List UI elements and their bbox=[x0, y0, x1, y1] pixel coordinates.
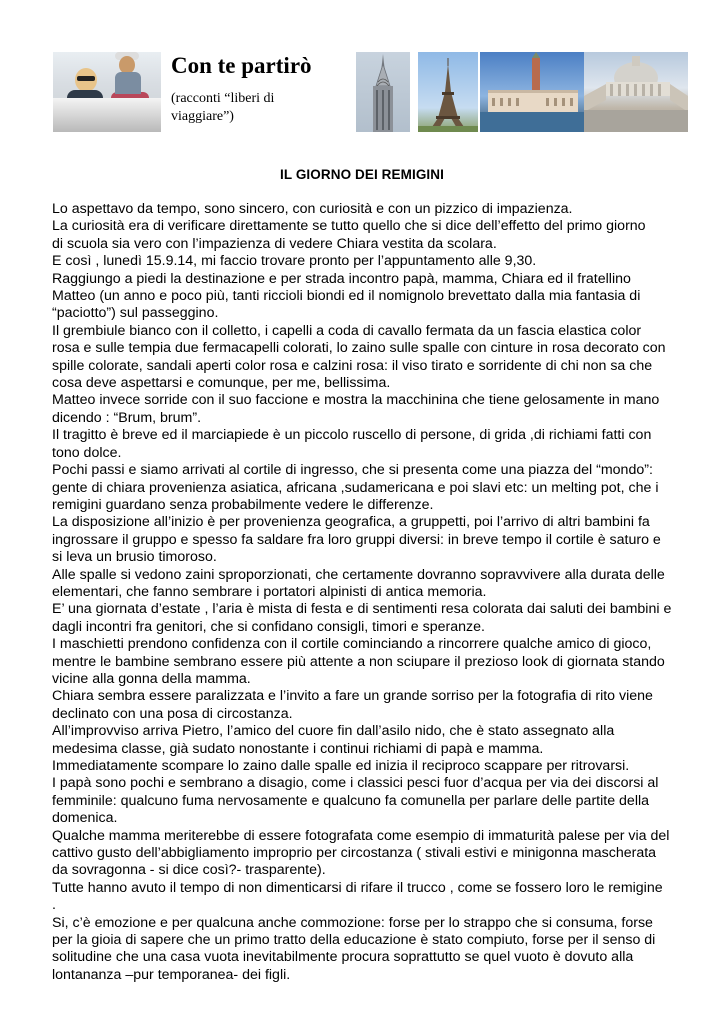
page-header bbox=[0, 0, 724, 140]
text-line: Il tragitto è breve ed il marciapiede è un piccolo ruscello di persone, di grida ,di richiami fatti con bbox=[52, 427, 652, 444]
text-line: Matteo invece sorride con il suo faccione e mostra la macchinina che tiene gelosamente in mano bbox=[52, 392, 660, 409]
text-line: declinato con una posa di circostanza. bbox=[52, 705, 293, 722]
text-line: per la gioia di sapere che un primo tratto della educazione è stato compiuto, forse per il senso di bbox=[52, 932, 656, 949]
text-line: spille colorate, sandali aperti color rosa e calzini rosa: il viso tirato e sorridente di chi non sa che bbox=[52, 357, 653, 374]
text-line: medesima classe, già sudato nonostante i continui richiami di papà e mamma. bbox=[52, 740, 544, 757]
text-line: Matteo (un anno e poco più, tanti riccioli biondi ed il nomignolo brevettato dalla mia fantasia di bbox=[52, 288, 641, 305]
text-line: Tutte hanno avuto il tempo di non dimenticarsi di rifare il trucco , come se fossero loro le remigine bbox=[52, 879, 663, 896]
text-line: I papà sono pochi e sembrano a disagio, come i classici pesci fuor d’acqua per via dei discorsi al bbox=[52, 775, 659, 792]
sunglasses bbox=[77, 76, 95, 81]
text-line: . bbox=[52, 897, 56, 914]
article-heading bbox=[0, 167, 724, 182]
text-line: solitudine che una casa vuota inevitabilmente procura soprattutto se quel vuoto è dovuto alla bbox=[52, 949, 634, 966]
text-line: lontananza –pur temporanea- dei figli. bbox=[52, 966, 291, 983]
eiffel-tower-drawing bbox=[418, 52, 478, 132]
text-line: E così , lunedì 15.9.14, mi faccio trovare pronto per l’appuntamento alle 9,30. bbox=[52, 253, 537, 270]
eiffel-tower-photo bbox=[418, 52, 478, 132]
text-line: Pochi passi e siamo arrivati al cortile di ingresso, che si presenta come una piazza del “mondo”: bbox=[52, 462, 653, 479]
text-line: femminile: qualcuno fuma nervosamente e qualcuno fa comunella per parlare delle partite della bbox=[52, 792, 650, 809]
venice-drawing bbox=[480, 52, 584, 132]
text-line: All’improvviso arriva Pietro, l’amico del cuore fin dall’asilo nido, che è stato assegnato alla bbox=[52, 723, 615, 740]
text-line: da sovragonna - si dice così?- trasparente). bbox=[52, 862, 326, 879]
text-line: dicendo : “Brum, brum”. bbox=[52, 409, 202, 426]
text-line: Chiara sembra essere paralizzata e l’invito a fare un grande sorriso per la fotografia di rito viene bbox=[52, 688, 653, 705]
text-line: gente di chiara provenienza asiatica, africana ,sudamericana e poi slavi etc: un melting pot, che i bbox=[52, 479, 659, 496]
chrysler-building-photo bbox=[356, 52, 410, 132]
text-line: Il grembiule bianco con il colletto, i capelli a coda di cavallo fermata da un fascia elastica color bbox=[52, 322, 642, 339]
text-line: E’ una giornata d’estate , l’aria è mista di festa e di sentimenti resa colorata dai saluti dei bambini e bbox=[52, 601, 672, 618]
venice-photo bbox=[480, 52, 584, 132]
text-line: La curiosità era di verificare direttamente se tutto quello che si dice dell’effetto del primo giorno bbox=[52, 218, 646, 235]
article-body bbox=[52, 201, 692, 984]
article-heading-text: IL GIORNO DEI REMIGINI bbox=[280, 167, 444, 182]
text-line: Alle spalle si vedono zaini sproporzionati, che certamente dovranno sopravvivere alla durata delle bbox=[52, 566, 665, 583]
text-line: Qualche mamma meriterebbe di essere fotografata come esempio di immaturità palese per via del bbox=[52, 827, 670, 844]
text-line: rosa e sulle tempia due fermacapelli colorati, lo zaino sulle spalle con cinture in rosa decorato con bbox=[52, 340, 666, 357]
text-line: “paciotto”) sul passeggino. bbox=[52, 305, 219, 322]
text-line: si leva un brusio timoroso. bbox=[52, 549, 217, 566]
naples-square-photo bbox=[584, 52, 688, 132]
text-line: domenica. bbox=[52, 810, 118, 827]
text-line: Lo aspettavo da tempo, sono sincero, con curiosità e con un pizzico di impazienza. bbox=[52, 201, 573, 217]
text-line: elementari, che fanno sembrare i portatori alpinisti di antica memoria. bbox=[52, 583, 487, 600]
text-line: di scuola sia vero con l’impazienza di vedere Chiara vestita da scolara. bbox=[52, 235, 497, 252]
text-line: cosa deve aspettarsi e comunque, per me, bellissima. bbox=[52, 375, 391, 392]
naples-drawing bbox=[584, 52, 688, 132]
car-photo bbox=[53, 52, 161, 132]
text-line: Si, c’è emozione e per qualcuna anche commozione: forse per lo strappo che si consuma, forse bbox=[52, 914, 653, 931]
text-line: cattivo gusto dell’abbigliamento improprio per circostanza ( stivali estivi e minigonna mascherata bbox=[52, 845, 657, 862]
skyscraper-drawing bbox=[356, 52, 410, 132]
text-line: remigini guardano senza probabilmente vedere le differenze. bbox=[52, 496, 434, 513]
text-line: ingrossare il gruppo e spesso fa saldare fra loro gruppi diversi: in breve tempo il cortile è saturo e bbox=[52, 531, 661, 548]
text-line: Raggiungo a piedi la destinazione e per strada incontro papà, mamma, Chiara ed il fratellino bbox=[52, 270, 631, 287]
text-line: dagli incontri fra genitori, che si confidano consigli, timori e speranze. bbox=[52, 618, 485, 635]
car-body bbox=[53, 98, 161, 132]
person-body bbox=[115, 72, 141, 94]
text-line: La disposizione all’inizio è per provenienza geografica, a gruppetti, poi l’arrivo di altri bambini fa bbox=[52, 514, 650, 531]
text-line: tono dolce. bbox=[52, 444, 122, 461]
text-line: vicine alla gonna della mamma. bbox=[52, 670, 251, 687]
text-line: Immediatamente scompare lo zaino dalle spalle ed inizia il reciproco scappare per ritrovarsi. bbox=[52, 758, 630, 774]
text-line: I maschietti prendono confidenza con il cortile cominciando a rincorrere qualche amico di gioco, bbox=[52, 636, 652, 653]
page-subtitle: (racconti “liberi di viaggiare”) bbox=[171, 91, 275, 124]
text-line: mentre le bambine sembrano essere più attente a non sciupare il prezioso look di giornata stando bbox=[52, 653, 665, 670]
page-title: Con te partirò bbox=[171, 53, 312, 78]
